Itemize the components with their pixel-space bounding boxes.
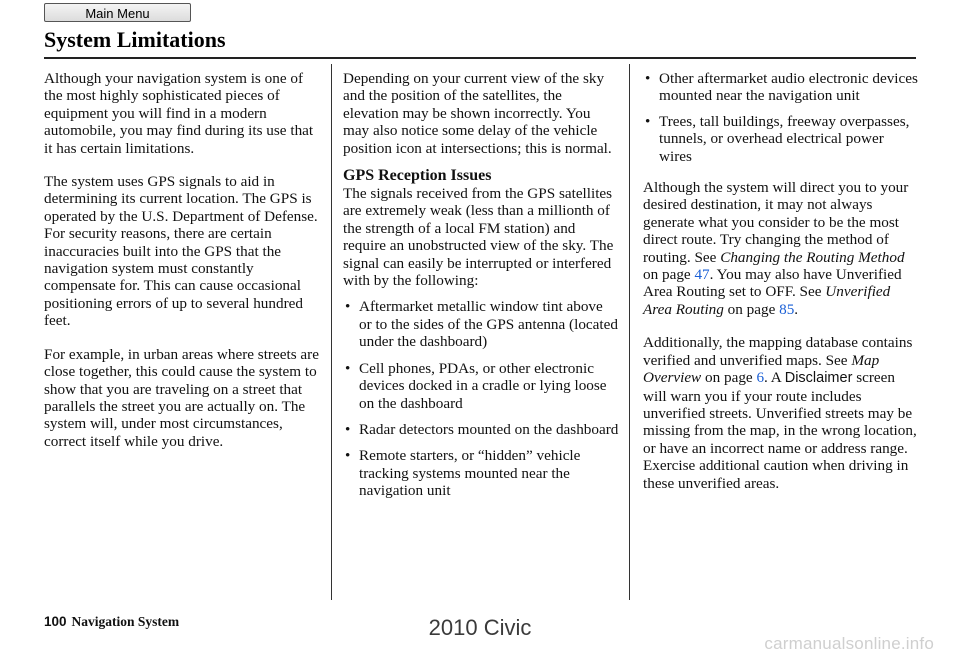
paragraph-intro: Although your navigation system is one of the most highly sophisticated pieces of equipment you will find in a modern automobile, you may find during its use that it has certain limitations. bbox=[44, 70, 314, 157]
paragraph-routing bbox=[643, 179, 919, 318]
list-item: • Other aftermarket audio electronic devices mounted near the navigation unit bbox=[643, 70, 919, 105]
text-run: on page bbox=[723, 300, 780, 318]
text-run: . A bbox=[764, 369, 785, 387]
column-middle bbox=[343, 70, 619, 509]
text-run: Additionally, the mapping database contains verified and unverified maps. See bbox=[643, 334, 913, 369]
text-run: . bbox=[794, 300, 799, 318]
site-watermark: carmanualsonline.info bbox=[764, 634, 934, 653]
interference-list-continued bbox=[643, 70, 919, 165]
paragraph-example: For example, in urban areas where streets are close together, this could cause the system to show that you are traveling on a street that parallels the street you are actually on. The system will, under most circumstances, correct itself while you drive. bbox=[44, 345, 319, 450]
list-item: • Cell phones, PDAs, or other electronic devices docked in a cradle or lying loose on the dashboard bbox=[343, 360, 619, 412]
title-divider bbox=[44, 57, 916, 59]
page-title: System Limitations bbox=[44, 27, 226, 52]
reference-changing-routing-method: Changing the Routing Method bbox=[720, 248, 905, 266]
column-left bbox=[44, 70, 322, 466]
main-menu-button[interactable]: Main Menu bbox=[44, 3, 191, 22]
footer-section-name: Navigation System bbox=[71, 614, 180, 629]
paragraph-elevation: Depending on your current view of the sky and the position of the satellites, the elevation may be shown incorrectly. You may also notice some delay of the vehicle position icon at intersections; this is normal. bbox=[343, 70, 612, 157]
text-run: Although the system will direct you to your desired destination, it may not always generate what you consider to be the most direct route. Try changing the method of routing. See bbox=[643, 179, 909, 266]
model-watermark: 2010 Civic bbox=[428, 615, 532, 640]
page-link-85[interactable]: 85 bbox=[779, 300, 795, 318]
page-link-6[interactable]: 6 bbox=[756, 369, 765, 387]
column-divider bbox=[331, 64, 332, 600]
paragraph-mapping-database bbox=[643, 334, 919, 492]
reference-unverified-area-routing: Unverified Area Routing bbox=[643, 283, 891, 318]
column-right bbox=[643, 70, 919, 508]
list-item: • Trees, tall buildings, freeway overpasses, tunnels, or overhead electrical power wires bbox=[643, 113, 919, 165]
page-number: 100 bbox=[44, 614, 67, 629]
screen-name-disclaimer: Disclaimer bbox=[784, 370, 853, 387]
paragraph-gps: The system uses GPS signals to aid in determining its current location. The GPS is operated by the U.S. Department of Defense. For security reasons, there are certain inaccuracies built into the GPS that the navigation system must constantly compensate for. This can cause occasional positioning errors of up to several hundred feet. bbox=[44, 173, 318, 330]
text-run: on page bbox=[643, 266, 695, 284]
text-run: screen will warn you if your route includes unverified streets. Unverified streets may be missing from the map, in the wrong location, or have an incorrect name or address range. Exercise additional caution when driving in these unverified areas. bbox=[643, 369, 917, 492]
column-divider bbox=[629, 64, 630, 600]
reference-map-overview: Map Overview bbox=[643, 351, 880, 387]
interference-list bbox=[343, 298, 619, 499]
list-item: • Aftermarket metallic window tint above or to the sides of the GPS antenna (located under the dashboard) bbox=[343, 298, 619, 350]
list-item: • Radar detectors mounted on the dashboard bbox=[343, 421, 619, 438]
page-link-47[interactable]: 47 bbox=[694, 266, 710, 284]
text-run: on page bbox=[701, 369, 757, 387]
section-heading-gps-reception: GPS Reception Issues bbox=[343, 167, 492, 185]
paragraph-signals: The signals received from the GPS satellites are extremely weak (less than a millionth of the strength of a local FM station) and require an unobstructed view of the sky. The signal can easily be interrupted or interfered with by the following: bbox=[343, 185, 614, 290]
text-run: . You may also have Unverified Area Routing set to OFF. See bbox=[643, 266, 902, 301]
list-item: • Remote starters, or “hidden” vehicle tracking systems mounted near the navigation unit bbox=[343, 447, 619, 499]
